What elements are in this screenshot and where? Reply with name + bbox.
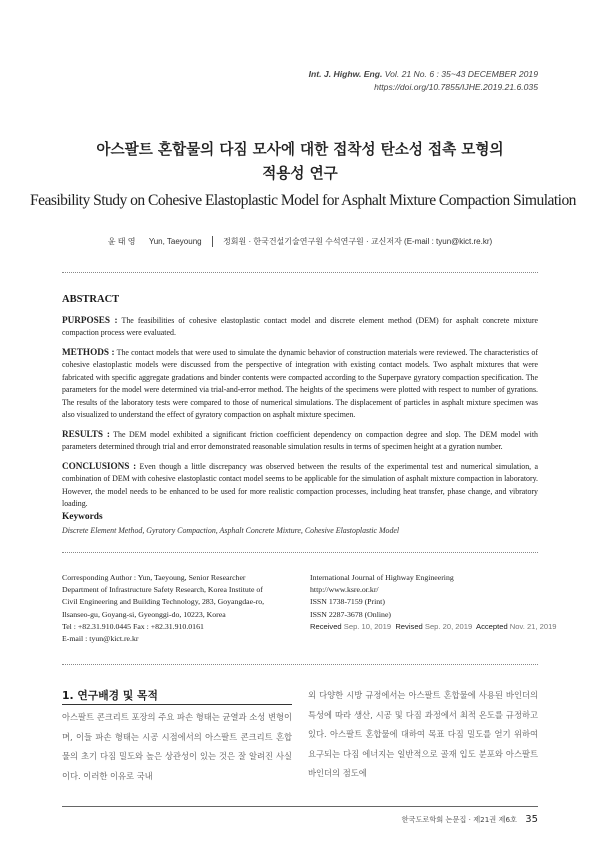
author-name-korean: 윤 태 영 [107,237,136,246]
doi-link[interactable]: https://doi.org/10.7855/IJHE.2019.21.6.035 [374,82,538,92]
abstract-results [62,428,538,454]
section-heading-rule [62,704,292,705]
author-separator [212,236,213,247]
keywords-heading: Keywords [62,512,103,522]
journal-info [309,68,538,94]
results-label: RESULTS : [62,429,110,439]
abstract-purposes [62,314,538,340]
body-text-right-column: 외 다양한 시방 규정에서는 아스팔트 혼합물에 사용된 바인더의 특성에 따라 생산, 시공 및 다짐 과정에서 최적 온도를 규정하고 있다. 아스팔트 혼합물에 대하여 목표 다짐 밀도를 얻기 위하여 요구되는 다짐 에너지는 일반적으로 골재 입도 분포와 아스팔트 바인더의 점도에 [308,690,538,779]
purposes-label: PURPOSES : [62,315,118,325]
title-korean-line1: 아스팔트 혼합물의 다짐 모사에 대한 접착성 탄소성 접촉 모형의 [96,141,504,158]
divider-middle [62,552,538,553]
corresponding-line: Tel : +82.31.910.0445 Fax : +82.31.910.0161 [62,621,204,631]
purposes-text: The feasibilities of cohesive elastoplastic contact model and discrete element method (DEM) for asphalt concrete mixture compaction process were evaluated. [62,316,538,338]
page-footer [402,814,538,825]
corresponding-line: Department of Infrastructure Safety Research, Korea Institute of [62,585,263,595]
issn-print: ISSN 1738-7159 (Print) [310,597,385,607]
title-korean-line2: 적용성 연구 [262,165,338,182]
corresponding-author-block [62,572,302,645]
revised-label: Revised [395,621,423,631]
conclusions-text: Even though a little discrepancy was observed between the results of the experimental test and numerical simulation, a combination of DEM with cohesive elastoplastic contact model seems to be applicable for the simulation of asphalt mixture compaction in laboratory. However, the model needs to be enhanced to be used for more realistic compaction processes, including heat transfer, phase change, and vibratory loading. [62,462,538,509]
divider-top [62,272,538,273]
footer-journal-issue: 한국도로학회 논문집 · 제21권 제6호 [401,815,517,824]
accepted-label: Accepted [476,621,508,631]
title-korean [40,138,560,186]
journal-abbrev: Int. J. Highw. Eng. [308,69,383,79]
accepted-date: Nov. 21, 2019 [509,621,557,631]
title-english: Feasibility Study on Cohesive Elastoplastic Model for Asphalt Mixture Compaction Simulation [30,192,576,209]
footer-rule [62,806,538,807]
received-date: Sep. 10, 2019 [343,621,392,631]
conclusions-label: CONCLUSIONS : [62,461,137,471]
methods-label: METHODS : [62,347,115,357]
divider-bottom [62,664,538,665]
body-text-left-column: 아스팔트 콘크리트 포장의 주요 파손 형태는 균열과 소성 변형이며, 이들 파손 형태는 시공 시점에서의 아스팔트 콘크리트 혼합물의 초기 다짐 밀도와 높은 상관성이 있는 것은 잘 알려진 사실이다. 이러한 이유로 국내 [62,712,292,781]
corresponding-email: E-mail : tyun@kict.re.kr [62,634,139,644]
article-dates [310,621,557,633]
author-line [0,236,600,247]
revised-date: Sep. 20, 2019 [424,621,473,631]
citation: Vol. 21 No. 6 : 35~43 DECEMBER 2019 [384,69,538,79]
issn-online: ISSN 2287-3678 (Online) [310,609,391,619]
abstract-methods [62,346,538,421]
corresponding-line: Civil Engineering and Building Technology, 283, Goyangdae-ro, [62,597,265,607]
methods-text: The contact models that were used to simulate the dynamic behavior of construction materials were reviewed. The characteristics of cohesive elastoplastic models were discussed from the perspective of integration with existing contact models. Two asphalt mixtures that were fabricated with specific aggregate gradations and binder contents were compacted according to the Superpave gyratory compaction specification. The parameters for the model were determined via trial-and-error method. The heights of the specimens were plotted with respect to number of gyrations. The results of the laboratory tests were compared to those of numerical simulations. The displacement of particles in asphalt mixture specimen was also visualized to understand the effect of gyratory compaction on asphalt mixture specimen. [62,348,538,420]
page-number: 35 [525,814,538,825]
journal-name: International Journal of Highway Engineering [310,573,454,582]
section-heading: 1. 연구배경 및 목적 [62,689,158,702]
author-affiliation: 정회원 · 한국건설기술연구원 수석연구원 · 교신저자 (E-mail : tyun@kict.re.kr) [223,237,493,246]
journal-url[interactable]: http://www.ksre.or.kr/ [310,585,379,595]
abstract-heading: ABSTRACT [62,294,120,305]
journal-info-block [310,572,557,633]
author-name-english: Yun, Taeyoung [148,237,202,246]
keywords-text: Discrete Element Method, Gyratory Compaction, Asphalt Concrete Mixture, Cohesive Elastoplastic Model [62,526,400,535]
abstract-conclusions [62,460,538,511]
corresponding-line: Corresponding Author : Yun, Taeyoung, Senior Researcher [62,573,246,582]
results-text: The DEM model exhibited a significant friction coefficient dependency on compaction degree and slop. The DEM model with parameters determined through trial and error demonstrated reasonable simulation results in terms of specimen height at a gyration number. [62,430,538,452]
corresponding-line: Ilsanseo-gu, Goyang-si, Gyeonggi-do, 10223, Korea [62,609,226,619]
received-label: Received [310,621,342,631]
